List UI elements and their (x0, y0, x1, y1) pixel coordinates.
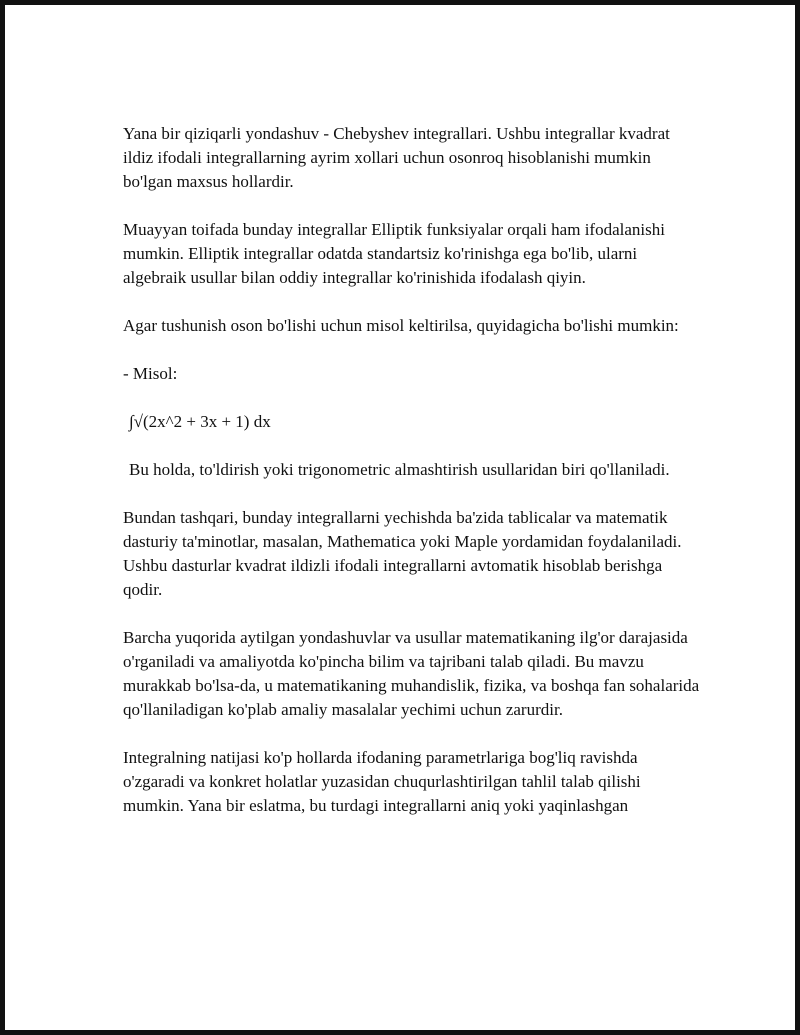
paragraph-result-dependency: Integralning natijasi ko'p hollarda ifodaning parametrlariga bog'liq ravishda o'zgaradi va konkret holatlar yuzasidan chuqurlashtirilgan tahlil talab qilishi mumkin. Yana bir eslatma, bu turdagi integrallarni aniq yoki yaqinlashgan (123, 748, 645, 815)
paragraph-method-note: Bu holda, to'ldirish yoki trigonometric almashtirish usullaridan biri qo'llaniladi. (129, 460, 670, 479)
paragraph-software: Bundan tashqari, bunday integrallarni yechishda ba'zida tablicalar va matematik dasturiy ta'minotlar, masalan, Mathematica yoki Maple yordamidan foydalaniladi. Ushbu dasturlar kvadrat ildizli ifodali integrallarni avtomatik hisoblab berishga qodir. (123, 508, 686, 599)
paragraph-example-intro: Agar tushunish oson bo'lishi uchun misol keltirilsa, quyidagicha bo'lishi mumkin: (123, 316, 679, 335)
paragraph-chebyshev: Yana bir qiziqarli yondashuv - Chebyshev integrallari. Ushbu integrallar kvadrat ildiz ifodali integrallarning ayrim xollari uchun osonroq hisoblanishi mumkin bo'lgan maxsus hollardir. (123, 124, 675, 191)
integral-formula: ∫√(2x^2 + 3x + 1) dx (129, 412, 271, 431)
paragraph-elliptic: Muayyan toifada bunday integrallar Elliptik funksiyalar orqali ham ifodalanishi mumkin. Elliptik integrallar odatda standartsiz ko'rinishga ega bo'lib, ularni algebraik usullar bilan oddiy integrallar ko'rinishida ifodalash qiyin. (123, 220, 670, 287)
document-body (123, 122, 703, 842)
paragraph-advanced-level: Barcha yuqorida aytilgan yondashuvlar va usullar matematikaning ilg'or darajasida o'rganiladi va amaliyotda ko'pincha bilim va tajribani talab qiladi. Bu mavzu murakkab bo'lsa-da, u matematikaning muhandislik, fizika, va boshqa fan sohalarida qo'llaniladigan ko'plab amaliy masalalar yechimi uchun zarurdir. (123, 628, 704, 719)
paragraph-example-label: - Misol: (123, 364, 178, 383)
